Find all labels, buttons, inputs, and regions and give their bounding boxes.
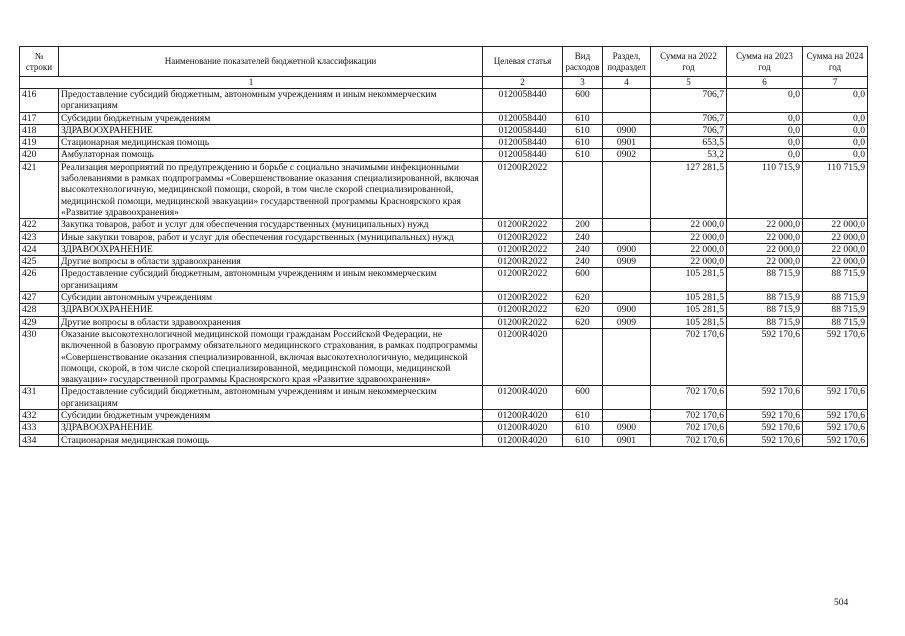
cell-sum-2024: 592 170,6 — [803, 386, 868, 410]
cell-row-no: 420 — [20, 149, 59, 161]
cell-sum-2022: 105 281,5 — [651, 304, 727, 316]
table-row — [20, 149, 868, 161]
cell-sum-2024: 0,0 — [803, 112, 868, 124]
cell-sum-2024: 88 715,9 — [803, 268, 868, 292]
cell-name: Стационарная медицинская помощь — [59, 434, 483, 446]
cell-sum-2024: 22 000,0 — [803, 256, 868, 268]
cell-target: 01200R4020 — [483, 386, 563, 410]
cell-section — [603, 328, 651, 385]
cell-row-no: 424 — [20, 243, 59, 255]
table-row — [20, 89, 868, 113]
col-number-5: 5 — [651, 77, 727, 89]
cell-sum-2023: 592 170,6 — [727, 386, 803, 410]
cell-section — [603, 268, 651, 292]
cell-sum-2023: 110 715,9 — [727, 161, 803, 218]
cell-section: 0909 — [603, 256, 651, 268]
table-row — [20, 410, 868, 422]
cell-exp-type: 600 — [563, 89, 603, 113]
cell-sum-2024: 22 000,0 — [803, 243, 868, 255]
cell-sum-2023: 88 715,9 — [727, 304, 803, 316]
table-body — [20, 89, 868, 447]
cell-sum-2024: 0,0 — [803, 149, 868, 161]
col-number-7: 7 — [803, 77, 868, 89]
cell-name: Предоставление субсидий бюджетным, автономным учреждениям и иным некоммерческим организациям — [59, 268, 483, 292]
cell-row-no: 433 — [20, 422, 59, 434]
cell-target: 01200R4020 — [483, 422, 563, 434]
table-row — [20, 422, 868, 434]
cell-exp-type — [563, 161, 603, 218]
cell-section: 0900 — [603, 124, 651, 136]
cell-row-no: 429 — [20, 316, 59, 328]
cell-sum-2024: 0,0 — [803, 137, 868, 149]
cell-name: Иные закупки товаров, работ и услуг для обеспечения государственных (муниципальных) нужд — [59, 231, 483, 243]
cell-row-no: 419 — [20, 137, 59, 149]
cell-target: 01200R2022 — [483, 292, 563, 304]
col-number-2: 2 — [483, 77, 563, 89]
cell-exp-type: 610 — [563, 149, 603, 161]
cell-sum-2023: 0,0 — [727, 149, 803, 161]
col-number-1: 1 — [20, 77, 483, 89]
page-number: 504 — [834, 598, 849, 608]
table-row — [20, 434, 868, 446]
cell-row-no: 423 — [20, 231, 59, 243]
cell-exp-type: 240 — [563, 231, 603, 243]
cell-sum-2023: 88 715,9 — [727, 292, 803, 304]
cell-name: Оказание высокотехнологичной медицинской помощи гражданам Российской Федерации, не включенной в базовую программу обязательного медицинского страхования, в рамках подпрограммы «Совершенствование оказания специализированной, включая высокотехнологичную, медицинской помощи, скорой, в том числе скорой специализированной, медицинской помощи, медицинской эвакуации» государственной программы Красноярского края «Развитие здравоохранения» — [59, 328, 483, 385]
header-exp-type: Вид расходов — [563, 47, 603, 77]
cell-target: 0120058440 — [483, 89, 563, 113]
table-row — [20, 112, 868, 124]
table-row — [20, 124, 868, 136]
table-row — [20, 231, 868, 243]
cell-sum-2022: 702 170,6 — [651, 386, 727, 410]
cell-sum-2022: 22 000,0 — [651, 256, 727, 268]
cell-target: 0120058440 — [483, 149, 563, 161]
column-number-row — [20, 77, 868, 89]
cell-sum-2022: 702 170,6 — [651, 328, 727, 385]
cell-section — [603, 112, 651, 124]
cell-row-no: 422 — [20, 219, 59, 231]
header-name: Наименование показателей бюджетной классификации — [59, 47, 483, 77]
cell-sum-2024: 0,0 — [803, 124, 868, 136]
cell-sum-2022: 706,7 — [651, 124, 727, 136]
cell-exp-type: 610 — [563, 434, 603, 446]
cell-section: 0900 — [603, 243, 651, 255]
cell-name: ЗДРАВООХРАНЕНИЕ — [59, 243, 483, 255]
col-number-3: 3 — [563, 77, 603, 89]
cell-row-no: 421 — [20, 161, 59, 218]
cell-section — [603, 89, 651, 113]
cell-sum-2022: 53,2 — [651, 149, 727, 161]
cell-target: 01200R2022 — [483, 268, 563, 292]
cell-name: Субсидии бюджетным учреждениям — [59, 410, 483, 422]
cell-sum-2024: 22 000,0 — [803, 219, 868, 231]
cell-row-no: 416 — [20, 89, 59, 113]
cell-exp-type: 610 — [563, 124, 603, 136]
cell-exp-type: 620 — [563, 292, 603, 304]
table-row — [20, 243, 868, 255]
table-row — [20, 219, 868, 231]
header-sum-2022: Сумма на 2022 год — [651, 47, 727, 77]
table-row — [20, 161, 868, 218]
cell-section: 0900 — [603, 422, 651, 434]
cell-section — [603, 161, 651, 218]
cell-name: ЗДРАВООХРАНЕНИЕ — [59, 304, 483, 316]
table-header — [20, 47, 868, 89]
cell-target: 01200R2022 — [483, 231, 563, 243]
cell-sum-2023: 0,0 — [727, 124, 803, 136]
cell-exp-type: 620 — [563, 304, 603, 316]
cell-name: ЗДРАВООХРАНЕНИЕ — [59, 124, 483, 136]
header-section: Раздел, подраздел — [603, 47, 651, 77]
cell-exp-type: 600 — [563, 386, 603, 410]
cell-target: 0120058440 — [483, 124, 563, 136]
cell-name: Закупка товаров, работ и услуг для обеспечения государственных (муниципальных) нужд — [59, 219, 483, 231]
cell-exp-type: 200 — [563, 219, 603, 231]
cell-sum-2022: 653,5 — [651, 137, 727, 149]
cell-exp-type: 600 — [563, 268, 603, 292]
cell-section: 0901 — [603, 137, 651, 149]
cell-row-no: 431 — [20, 386, 59, 410]
cell-sum-2024: 592 170,6 — [803, 410, 868, 422]
table-row — [20, 137, 868, 149]
cell-row-no: 417 — [20, 112, 59, 124]
header-target: Целевая статья — [483, 47, 563, 77]
cell-exp-type: 610 — [563, 137, 603, 149]
cell-section — [603, 386, 651, 410]
cell-name: Субсидии автономным учреждениям — [59, 292, 483, 304]
table-row — [20, 292, 868, 304]
cell-sum-2023: 22 000,0 — [727, 231, 803, 243]
cell-sum-2024: 592 170,6 — [803, 328, 868, 385]
cell-section: 0909 — [603, 316, 651, 328]
cell-sum-2024: 22 000,0 — [803, 231, 868, 243]
cell-sum-2023: 88 715,9 — [727, 268, 803, 292]
cell-sum-2024: 110 715,9 — [803, 161, 868, 218]
cell-target: 01200R2022 — [483, 256, 563, 268]
cell-row-no: 425 — [20, 256, 59, 268]
cell-name: Субсидии бюджетным учреждениям — [59, 112, 483, 124]
cell-sum-2022: 22 000,0 — [651, 231, 727, 243]
cell-exp-type: 610 — [563, 112, 603, 124]
cell-sum-2022: 706,7 — [651, 89, 727, 113]
cell-name: ЗДРАВООХРАНЕНИЕ — [59, 422, 483, 434]
cell-target: 01200R2022 — [483, 316, 563, 328]
cell-sum-2024: 88 715,9 — [803, 292, 868, 304]
cell-section — [603, 410, 651, 422]
cell-target: 01200R2022 — [483, 243, 563, 255]
header-sum-2023: Сумма на 2023 год — [727, 47, 803, 77]
cell-sum-2023: 0,0 — [727, 112, 803, 124]
col-number-6: 6 — [727, 77, 803, 89]
cell-row-no: 418 — [20, 124, 59, 136]
cell-sum-2024: 592 170,6 — [803, 422, 868, 434]
cell-sum-2024: 0,0 — [803, 89, 868, 113]
cell-sum-2023: 22 000,0 — [727, 256, 803, 268]
budget-table — [19, 46, 868, 447]
cell-sum-2022: 702 170,6 — [651, 434, 727, 446]
cell-sum-2022: 22 000,0 — [651, 243, 727, 255]
cell-sum-2022: 105 281,5 — [651, 316, 727, 328]
cell-target: 01200R4020 — [483, 434, 563, 446]
cell-name: Амбулаторная помощь — [59, 149, 483, 161]
cell-sum-2022: 706,7 — [651, 112, 727, 124]
cell-sum-2022: 127 281,5 — [651, 161, 727, 218]
cell-sum-2022: 22 000,0 — [651, 219, 727, 231]
table-row — [20, 268, 868, 292]
cell-name: Стационарная медицинская помощь — [59, 137, 483, 149]
cell-name: Другие вопросы в области здравоохранения — [59, 256, 483, 268]
table-row — [20, 328, 868, 385]
cell-sum-2023: 592 170,6 — [727, 422, 803, 434]
cell-sum-2022: 105 281,5 — [651, 292, 727, 304]
col-number-4: 4 — [603, 77, 651, 89]
cell-sum-2022: 702 170,6 — [651, 422, 727, 434]
table-row — [20, 304, 868, 316]
header-row-no: № строки — [20, 47, 59, 77]
cell-exp-type: 620 — [563, 316, 603, 328]
cell-exp-type: 240 — [563, 256, 603, 268]
cell-sum-2022: 105 281,5 — [651, 268, 727, 292]
cell-sum-2022: 702 170,6 — [651, 410, 727, 422]
table-row — [20, 316, 868, 328]
cell-target: 0120058440 — [483, 112, 563, 124]
cell-row-no: 434 — [20, 434, 59, 446]
cell-target: 01200R4020 — [483, 328, 563, 385]
cell-target: 01200R4020 — [483, 410, 563, 422]
cell-sum-2023: 592 170,6 — [727, 410, 803, 422]
cell-row-no: 427 — [20, 292, 59, 304]
cell-target: 01200R2022 — [483, 219, 563, 231]
cell-target: 0120058440 — [483, 137, 563, 149]
cell-sum-2023: 592 170,6 — [727, 434, 803, 446]
cell-sum-2023: 0,0 — [727, 137, 803, 149]
cell-sum-2024: 88 715,9 — [803, 304, 868, 316]
cell-sum-2023: 88 715,9 — [727, 316, 803, 328]
cell-row-no: 430 — [20, 328, 59, 385]
cell-name: Реализация мероприятий по предупреждению и борьбе с социально значимыми инфекционными заболеваниями в рамках подпрограммы «Совершенствование оказания специализированной, включая высокотехнологичную, медицинской помощи, скорой, в том числе скорой специализированной, медицинской помощи, медицинской эвакуации» государственной программы Красноярского края «Развитие здравоохранения» — [59, 161, 483, 218]
cell-sum-2024: 592 170,6 — [803, 434, 868, 446]
cell-row-no: 426 — [20, 268, 59, 292]
cell-sum-2023: 22 000,0 — [727, 219, 803, 231]
cell-exp-type — [563, 328, 603, 385]
cell-sum-2023: 592 170,6 — [727, 328, 803, 385]
cell-row-no: 428 — [20, 304, 59, 316]
cell-name: Другие вопросы в области здравоохранения — [59, 316, 483, 328]
cell-section — [603, 292, 651, 304]
cell-section — [603, 219, 651, 231]
cell-exp-type: 610 — [563, 410, 603, 422]
cell-exp-type: 240 — [563, 243, 603, 255]
cell-section: 0901 — [603, 434, 651, 446]
table-row — [20, 256, 868, 268]
cell-row-no: 432 — [20, 410, 59, 422]
cell-section: 0902 — [603, 149, 651, 161]
cell-target: 01200R2022 — [483, 304, 563, 316]
cell-target: 01200R2022 — [483, 161, 563, 218]
cell-exp-type: 610 — [563, 422, 603, 434]
cell-section — [603, 231, 651, 243]
cell-sum-2023: 0,0 — [727, 89, 803, 113]
cell-section: 0900 — [603, 304, 651, 316]
cell-name: Предоставление субсидий бюджетным, автономным учреждениям и иным некоммерческим организациям — [59, 89, 483, 113]
header-sum-2024: Сумма на 2024 год — [803, 47, 868, 77]
table-row — [20, 386, 868, 410]
cell-sum-2024: 88 715,9 — [803, 316, 868, 328]
cell-sum-2023: 22 000,0 — [727, 243, 803, 255]
cell-name: Предоставление субсидий бюджетным, автономным учреждениям и иным некоммерческим организациям — [59, 386, 483, 410]
